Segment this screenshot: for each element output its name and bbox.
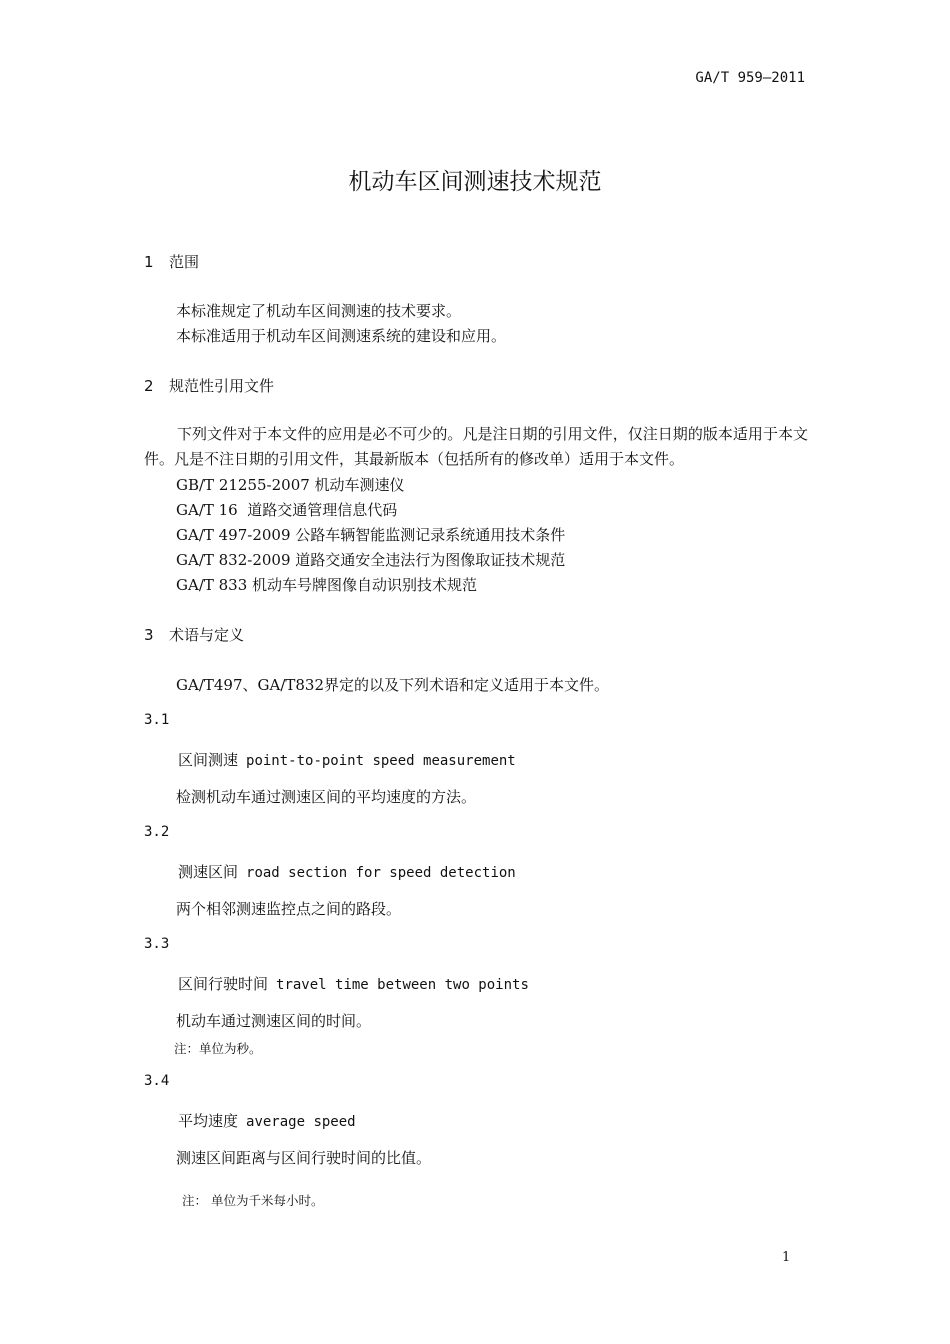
term-note [174, 1176, 323, 1209]
note-text: 单位为秒。 [199, 1041, 262, 1056]
term-chinese: 区间行驶时间 [178, 975, 269, 993]
term-english: point-to-point speed measurement [246, 753, 516, 769]
reference-item: GA/T 832-2009 道路交通安全违法行为图像取证技术规范 [176, 551, 566, 569]
section-title: 范围 [169, 253, 200, 271]
reference-item: GA/T 497-2009 公路车辆智能监测记录系统通用技术条件 [176, 526, 566, 544]
reference-item: GB/T 21255-2007 机动车测速仪 [176, 476, 405, 494]
term-chinese: 测速区间 [178, 863, 239, 881]
term-chinese: 平均速度 [178, 1112, 239, 1130]
term-number: 3.3 [144, 936, 170, 952]
paragraph: 本标准适用于机动车区间测速系统的建设和应用。 [176, 327, 507, 345]
term-definition: 测速区间距离与区间行驶时间的比值。 [176, 1149, 432, 1167]
paragraph: 本标准规定了机动车区间测速的技术要求。 [176, 302, 462, 320]
term-english: road section for speed detection [246, 865, 516, 881]
note-text: 单位为千米每小时。 [206, 1193, 324, 1208]
page-number: 1 [782, 1250, 791, 1265]
section-2-intro: 下列文件对于本文件的应用是必不可少的。凡是注日期的引用文件，仅注日期的版本适用于本文件。凡是不注日期的引用文件，其最新版本（包括所有的修改单）适用于本文件。 [144, 425, 808, 468]
term-definition: 机动车通过测速区间的时间。 [176, 1012, 372, 1030]
section-3-heading [144, 624, 244, 645]
section-number: 2 [144, 377, 154, 395]
term-chinese: 区间测速 [178, 751, 239, 769]
reference-item: GA/T 833 机动车号牌图像自动识别技术规范 [176, 576, 478, 594]
section-2-heading [144, 375, 274, 396]
note-label: 注： [174, 1041, 200, 1056]
document-code: GA/T 959—2011 [695, 70, 805, 86]
section-3-intro: GA/T497、GA/T832界定的以及下列术语和定义适用于本文件。 [176, 676, 610, 694]
term-english: travel time between two points [276, 977, 529, 993]
term-english: average speed [246, 1114, 356, 1130]
term-definition: 检测机动车通过测速区间的平均速度的方法。 [176, 788, 477, 806]
section-title: 术语与定义 [169, 626, 245, 644]
term-number: 3.2 [144, 824, 170, 840]
term-heading [178, 861, 516, 882]
section-1-heading [144, 251, 199, 272]
term-heading [178, 749, 516, 770]
document-title: 机动车区间测速技术规范 [348, 169, 602, 195]
term-heading [178, 973, 529, 994]
section-number: 1 [144, 253, 154, 271]
section-number: 3 [144, 626, 154, 644]
term-note [174, 1039, 262, 1057]
term-definition: 两个相邻测速监控点之间的路段。 [176, 900, 402, 918]
section-title: 规范性引用文件 [169, 377, 275, 395]
reference-item: GA/T 16 道路交通管理信息代码 [176, 501, 398, 519]
term-number: 3.4 [144, 1073, 170, 1089]
note-label: 注： [181, 1193, 207, 1208]
term-heading [178, 1110, 356, 1131]
term-number: 3.1 [144, 712, 170, 728]
